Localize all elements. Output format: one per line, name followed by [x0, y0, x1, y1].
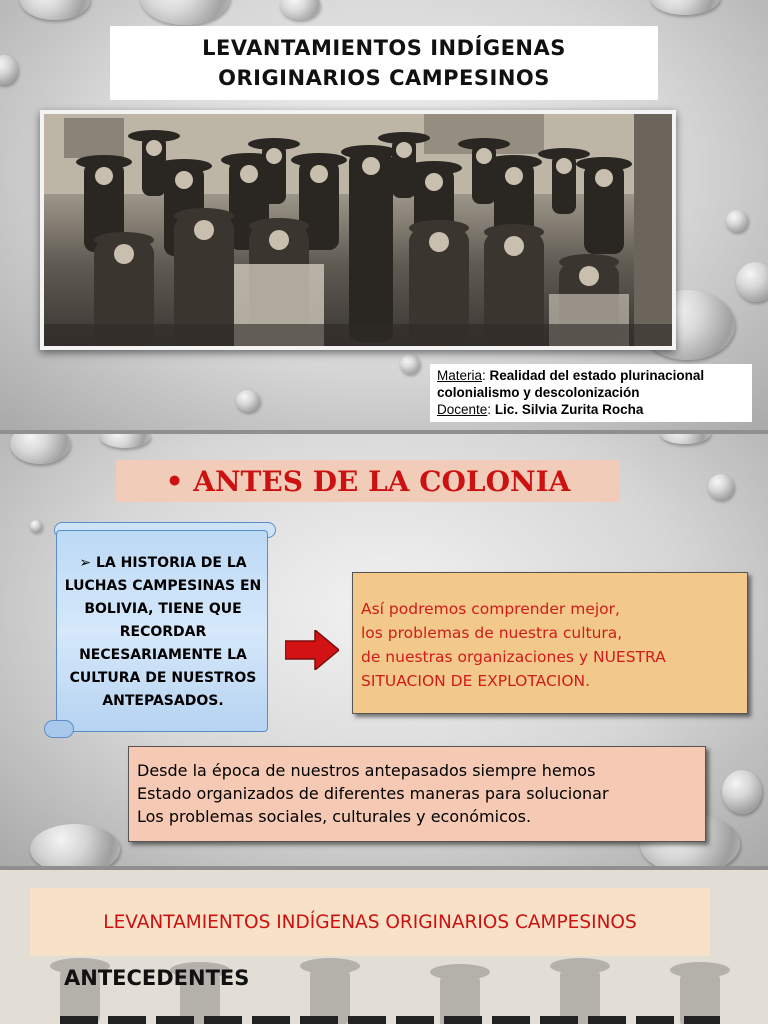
pink-line: Desde la época de nuestros antepasados siempre hemos	[137, 761, 596, 780]
materia-value: Realidad del estado plurinacional colonialismo y descolonización	[437, 368, 705, 400]
water-drop-decoration	[726, 210, 748, 232]
title-line-1: LEVANTAMIENTOS INDÍGENAS	[202, 36, 566, 60]
water-drop-decoration	[280, 0, 320, 20]
water-drop-decoration	[236, 390, 260, 412]
right-arrow-icon	[285, 630, 339, 670]
water-drop-decoration	[30, 824, 120, 866]
pink-text-box	[128, 746, 706, 842]
slide-antecedentes	[0, 870, 768, 1024]
cut-off-text-line	[60, 1016, 720, 1024]
docente-value: Lic. Silvia Zurita Rocha	[494, 402, 644, 417]
slide-antes-de-la-colonia	[0, 434, 768, 866]
title-box	[110, 26, 658, 100]
pink-line: Estado organizados de diferentes maneras para solucionar	[137, 784, 609, 803]
historical-group-photo	[40, 110, 676, 350]
water-drop-decoration	[722, 770, 762, 814]
slide-title	[0, 0, 768, 430]
water-drop-decoration	[708, 474, 734, 500]
scroll-bottom-roll	[44, 720, 74, 738]
scroll-text: ➢ LA HISTORIA DE LA LUCHAS CAMPESINAS EN BOLIVIA, TIENE QUE RECORDAR NECESARIAMENTE LA CULTURA DE NUESTROS ANTEPASADOS.	[64, 555, 262, 709]
water-drop-decoration	[660, 434, 710, 444]
water-drop-decoration	[736, 262, 768, 302]
section-heading-box	[116, 460, 620, 502]
group-photo-illustration	[44, 114, 672, 346]
water-drop-decoration	[650, 0, 720, 15]
water-drop-decoration	[0, 55, 18, 85]
orange-line: SITUACION DE EXPLOTACION.	[361, 672, 591, 690]
section-heading: • ANTES DE LA COLONIA	[165, 464, 571, 498]
docente-label: Docente	[437, 402, 488, 417]
water-drop-decoration	[400, 354, 420, 374]
slide3-title-banner	[30, 888, 710, 956]
water-drop-decoration	[20, 0, 90, 20]
water-drop-decoration	[100, 434, 150, 448]
orange-text-box	[352, 572, 748, 714]
orange-line: Así podremos comprender mejor,	[361, 600, 620, 618]
water-drop-decoration	[10, 434, 70, 464]
materia-label: Materia	[437, 368, 483, 383]
scroll-callout	[44, 522, 282, 740]
orange-line: los problemas de nuestra cultura,	[361, 624, 623, 642]
orange-line: de nuestras organizaciones y NUESTRA	[361, 648, 666, 666]
subheading-antecedentes: ANTECEDENTES	[64, 966, 250, 990]
title-line-2: ORIGINARIOS CAMPESINOS	[218, 66, 550, 90]
slide3-title: LEVANTAMIENTOS INDÍGENAS ORIGINARIOS CAMPESINOS	[103, 911, 637, 933]
course-info-box: Materia: Realidad del estado plurinacional colonialismo y descolonización Docente: Lic. Silvia Zurita Rocha	[430, 364, 752, 422]
water-drop-decoration	[30, 520, 42, 532]
pink-line: Los problemas sociales, culturales y económicos.	[137, 807, 532, 826]
water-drop-decoration	[140, 0, 230, 25]
